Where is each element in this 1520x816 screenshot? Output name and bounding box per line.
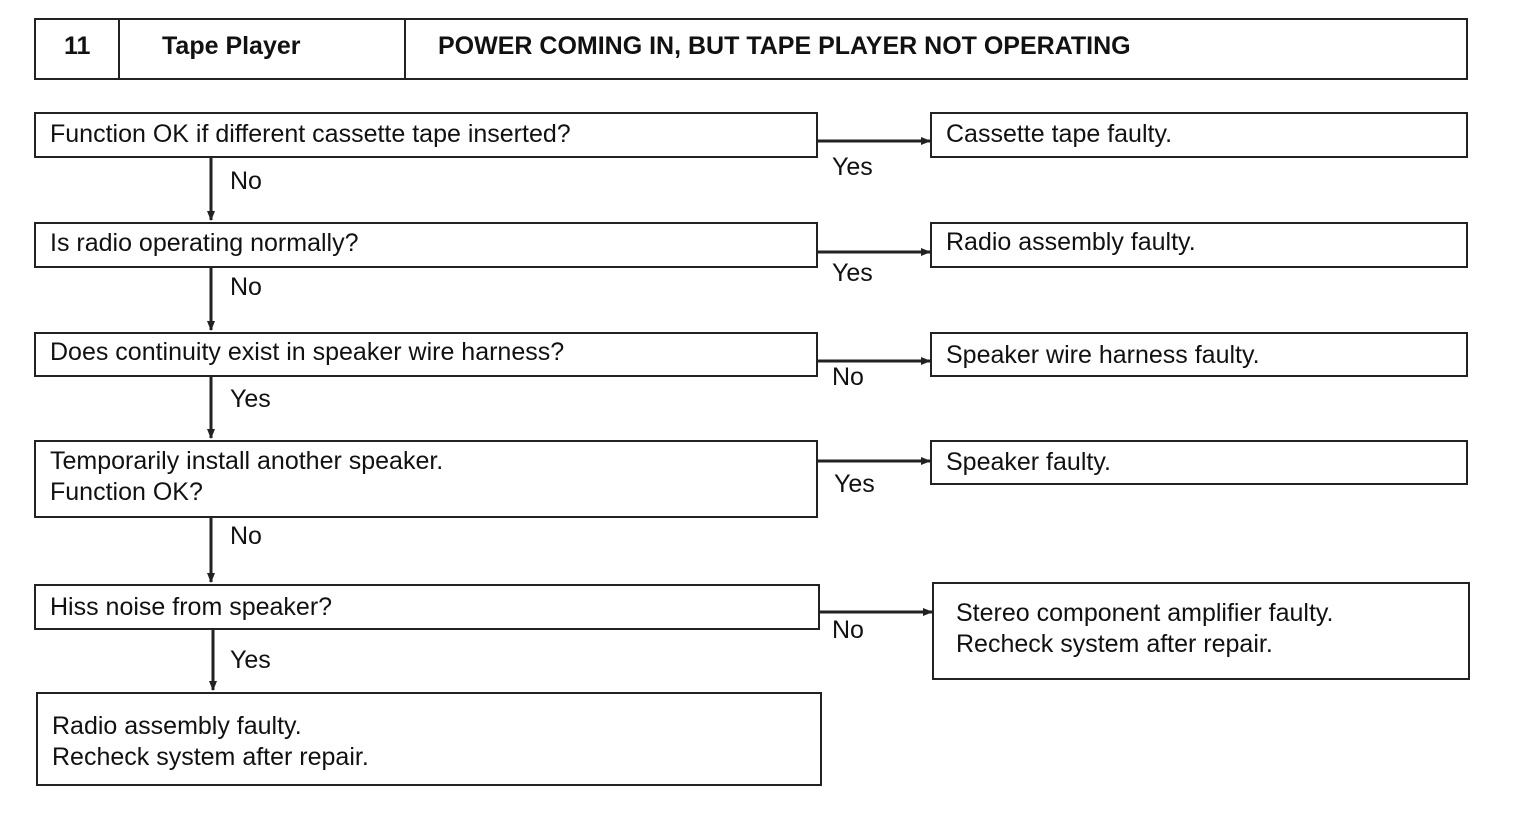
result-text-1: Cassette tape faulty.: [946, 120, 1173, 148]
branch-label-2: Yes: [832, 259, 873, 287]
down-label-4: No: [230, 522, 262, 550]
branch-label-5: No: [832, 616, 864, 644]
question-text-4-line-2: Function OK?: [50, 478, 203, 506]
branch-label-4: Yes: [834, 470, 875, 498]
branch-label-3: No: [832, 363, 864, 391]
branch-label-1: Yes: [832, 153, 873, 181]
down-label-3: Yes: [230, 385, 271, 413]
down-label-5: Yes: [230, 646, 271, 674]
down-label-2: No: [230, 273, 262, 301]
result-text-4: Speaker faulty.: [946, 448, 1111, 476]
header-symptom: POWER COMING IN, BUT TAPE PLAYER NOT OPERATING: [438, 32, 1131, 60]
final-result-line-2: Recheck system after repair.: [52, 743, 369, 771]
result-text-3: Speaker wire harness faulty.: [946, 341, 1260, 369]
result-text-5-line-2: Recheck system after repair.: [956, 630, 1273, 658]
question-text-4-line-1: Temporarily install another speaker.: [50, 447, 444, 475]
question-text-2: Is radio operating normally?: [50, 229, 359, 257]
header-system: Tape Player: [162, 32, 301, 60]
result-text-2: Radio assembly faulty.: [946, 228, 1196, 256]
result-text-5-line-1: Stereo component amplifier faulty.: [956, 599, 1334, 627]
question-text-1: Function OK if different cassette tape inserted?: [50, 120, 571, 148]
question-text-5: Hiss noise from speaker?: [50, 593, 333, 621]
question-text-3: Does continuity exist in speaker wire harness?: [50, 338, 565, 366]
header-number: 11: [64, 32, 91, 60]
final-result-line-1: Radio assembly faulty.: [52, 712, 302, 740]
down-label-1: No: [230, 167, 262, 195]
